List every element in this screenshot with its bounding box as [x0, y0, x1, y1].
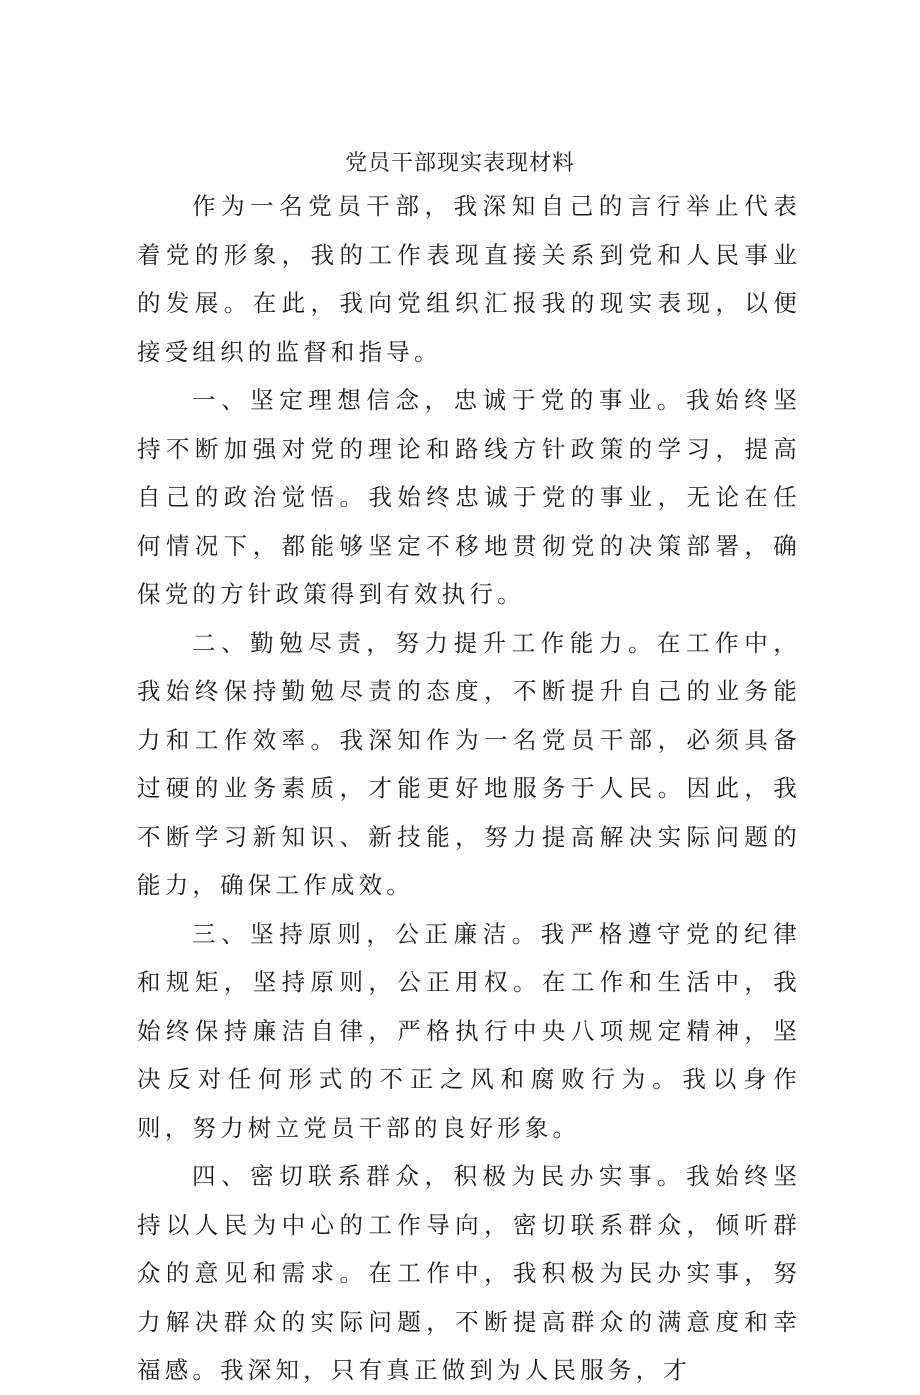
document-body — [137, 182, 801, 1395]
paragraph-intro: 作为一名党员干部，我深知自己的言行举止代表着党的形象，我的工作表现直接关系到党和人民事业的发展。在此，我向党组织汇报我的现实表现，以便接受组织的监督和指导。 — [137, 192, 801, 366]
paragraph-section-4: 四、密切联系群众，积极为民办实事。我始终坚持以人民为中心的工作导向，密切联系群众，倾听群众的意见和需求。在工作中，我积极为民办实事，努力解决群众的实际问题，不断提高群众的满意度和幸福感。我深知，只有真正做到为人民服务，才 — [137, 1162, 801, 1384]
paragraph-section-3: 三、坚持原则，公正廉洁。我严格遵守党的纪律和规矩，坚持原则，公正用权。在工作和生活中，我始终保持廉洁自律，严格执行中央八项规定精神，坚决反对任何形式的不正之风和腐败行为。我以身作则，努力树立党员干部的良好形象。 — [137, 919, 801, 1142]
paragraph-section-1: 一、坚定理想信念，忠诚于党的事业。我始终坚持不断加强对党的理论和路线方针政策的学习，提高自己的政治觉悟。我始终忠诚于党的事业，无论在任何情况下，都能够坚定不移地贯彻党的决策部署，确保党的方针政策得到有效执行。 — [137, 386, 801, 608]
paragraph-section-2: 二、勤勉尽责，努力提升工作能力。在工作中，我始终保持勤勉尽责的态度，不断提升自己的业务能力和工作效率。我深知作为一名党员干部，必须具备过硬的业务素质，才能更好地服务于人民。因此，我不断学习新知识、新技能，努力提高解决实际问题的能力，确保工作成效。 — [137, 628, 801, 899]
document-title: 党员干部现实表现材料 — [344, 151, 575, 176]
